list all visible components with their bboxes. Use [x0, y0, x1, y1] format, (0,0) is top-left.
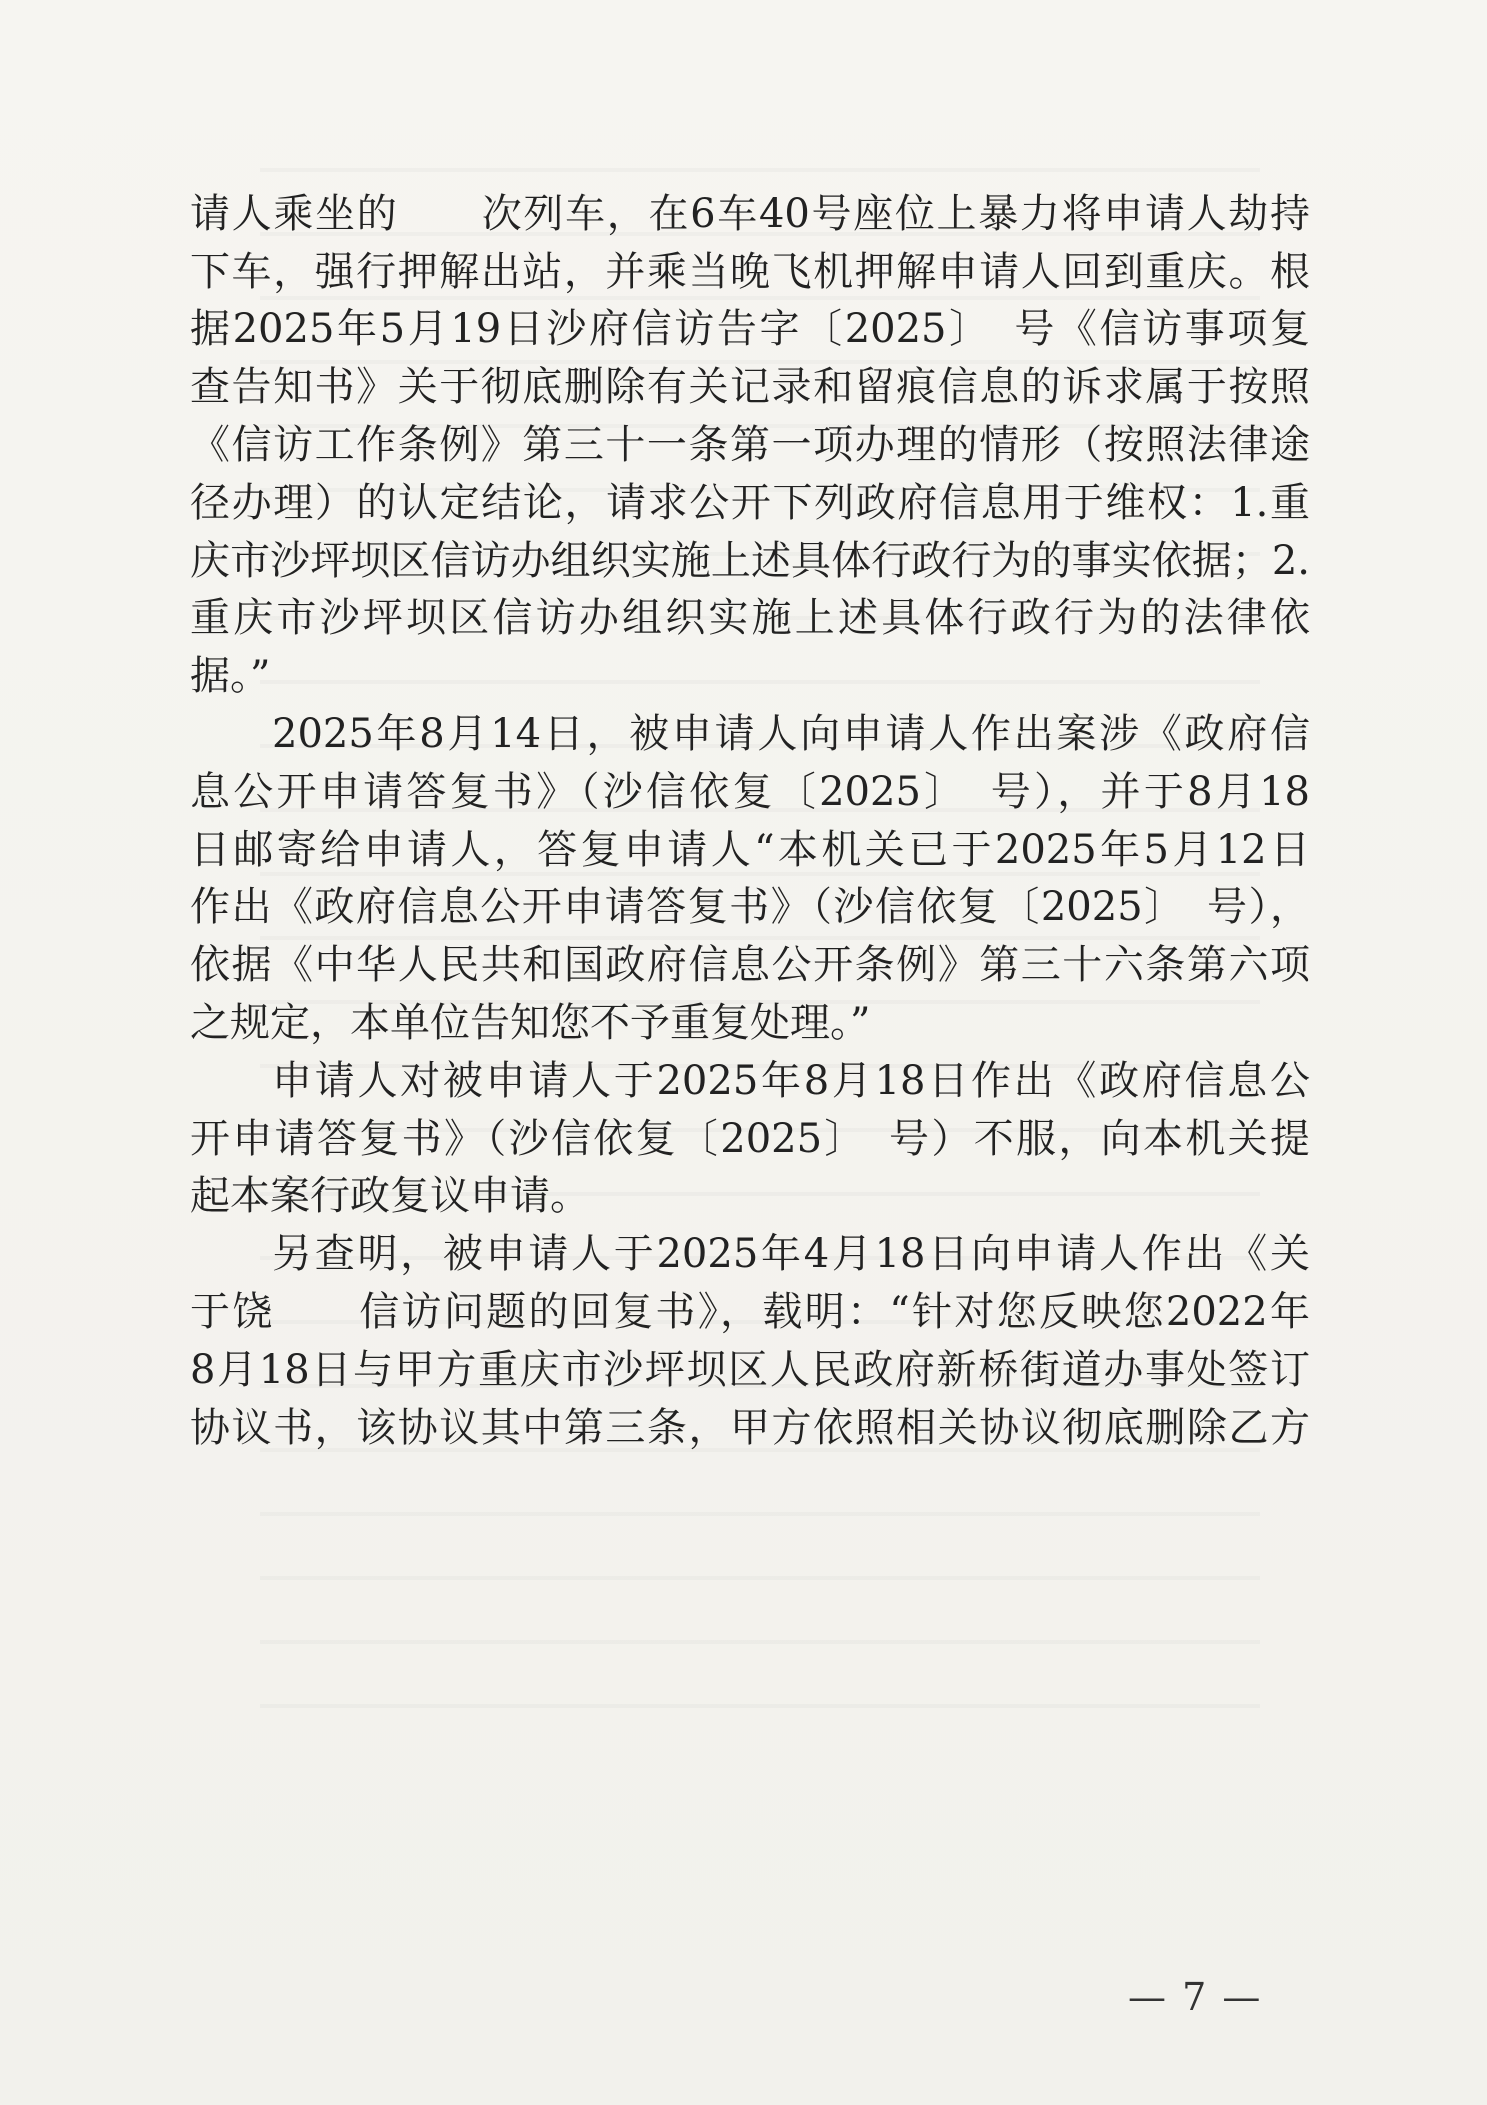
- text-line: 2025年8月14日，被申请人向申请人作出案涉《政府信: [272, 711, 1310, 757]
- text-line: 日邮寄给申请人，答复申请人“本机关已于2025年5月12日: [190, 827, 1310, 873]
- text-line: 下车，强行押解出站，并乘当晚飞机押解申请人回到重庆。根: [190, 249, 1310, 295]
- text-line: 庆市沙坪坝区信访办组织实施上述具体行政行为的事实依据；2.: [190, 538, 1310, 584]
- text-line: 径办理）的认定结论，请求公开下列政府信息用于维权：1.重: [190, 480, 1310, 526]
- text-line: 据。”: [190, 653, 271, 699]
- text-line: 请人乘坐的 次列车，在6车40号座位上暴力将申请人劫持: [190, 191, 1310, 237]
- text-line: 《信访工作条例》第三十一条第一项办理的情形（按照法律途: [190, 422, 1310, 468]
- text-line: 另查明，被申请人于2025年4月18日向申请人作出《关: [272, 1231, 1310, 1277]
- text-line: 协议书，该协议其中第三条，甲方依照相关协议彻底删除乙方: [190, 1405, 1310, 1451]
- text-line: 之规定，本单位告知您不予重复处理。”: [190, 1000, 871, 1046]
- text-line: 查告知书》关于彻底删除有关记录和留痕信息的诉求属于按照: [190, 364, 1310, 410]
- text-line: 开申请答复书》（沙信依复〔2025〕 号）不服，向本机关提: [190, 1116, 1310, 1162]
- text-line: 起本案行政复议申请。: [190, 1173, 590, 1219]
- text-line: 据2025年5月19日沙府信访告字〔2025〕 号《信访事项复: [190, 306, 1310, 352]
- text-line: 重庆市沙坪坝区信访办组织实施上述具体行政行为的法律依: [190, 595, 1310, 641]
- text-line: 作出《政府信息公开申请答复书》（沙信依复〔2025〕 号），: [190, 884, 1310, 930]
- text-line: 息公开申请答复书》（沙信依复〔2025〕 号），并于8月18: [190, 769, 1310, 815]
- text-line: 于饶 信访问题的回复书》，载明：“针对您反映您2022年: [190, 1289, 1310, 1335]
- text-line: 依据《中华人民共和国政府信息公开条例》第三十六条第六项: [190, 942, 1310, 988]
- text-line: 申请人对被申请人于2025年8月18日作出《政府信息公: [272, 1058, 1310, 1104]
- page-number: — 7 —: [1128, 1975, 1263, 2019]
- text-line: 8月18日与甲方重庆市沙坪坝区人民政府新桥街道办事处签订: [190, 1347, 1310, 1393]
